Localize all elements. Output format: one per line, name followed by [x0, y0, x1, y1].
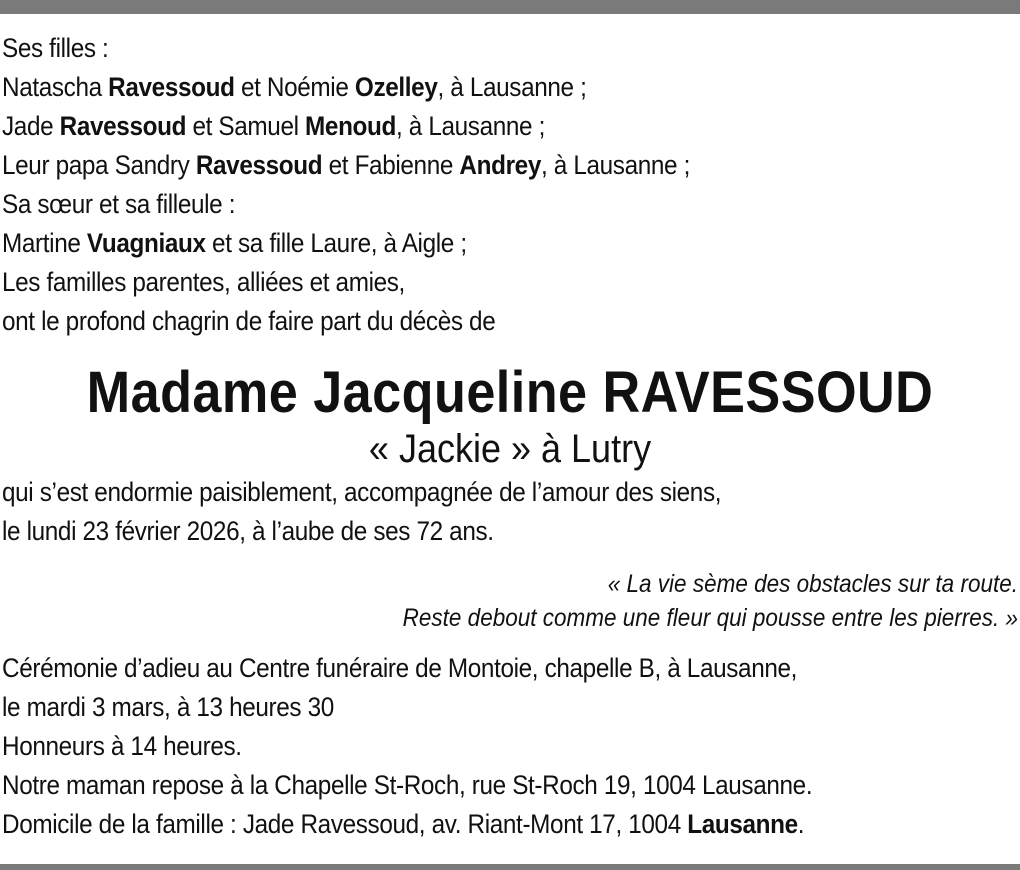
passing-line: qui s’est endormie paisiblement, accompagnée de l’amour des siens,: [2, 477, 722, 507]
quote-line: « La vie sème des obstacles sur ta route.: [607, 570, 1018, 598]
quote-line: Reste debout comme une fleur qui pousse entre les pierres. »: [402, 604, 1018, 632]
family-section: [2, 29, 1018, 341]
text-line: [2, 649, 916, 688]
text-segment: et sa fille Laure, à Aigle ;: [205, 228, 467, 258]
surname: Ravessoud: [59, 111, 187, 141]
text-line: [2, 688, 916, 727]
surname: Ravessoud: [195, 150, 323, 180]
surname: Andrey: [459, 150, 541, 180]
text-segment: et Noémie: [234, 72, 355, 102]
surname: Lausanne: [687, 809, 798, 839]
text-segment: et Samuel: [186, 111, 306, 141]
text-segment: , à Lausanne ;: [540, 150, 690, 180]
text-segment: ont le profond chagrin de faire part du décès de: [2, 306, 496, 336]
ceremony-section: [2, 649, 1018, 844]
text-segment: , à Lausanne ;: [437, 72, 587, 102]
text-segment: Domicile de la famille : Jade Ravessoud, av. Riant-Mont 17, 1004: [2, 809, 688, 839]
text-segment: Cérémonie d’adieu au Centre funéraire de Montoie, chapelle B, à Lausanne,: [2, 653, 798, 683]
passing-section: [2, 473, 1018, 551]
text-segment: Les familles parentes, alliées et amies,: [2, 267, 405, 297]
text-line: [2, 766, 916, 805]
deceased-name: Madame Jacqueline RAVESSOUD: [86, 360, 934, 425]
text-segment: Natascha: [2, 72, 109, 102]
text-segment: Jade: [2, 111, 60, 141]
text-segment: Ses filles :: [2, 33, 109, 63]
text-segment: Martine: [2, 228, 87, 258]
text-line: [2, 727, 916, 766]
quote-section: [2, 567, 1018, 635]
passing-line: le lundi 23 février 2026, à l’aube de ses 72 ans.: [2, 516, 494, 546]
top-rule: [0, 0, 1020, 14]
text-segment: Sa sœur et sa filleule :: [2, 189, 236, 219]
text-line: [2, 263, 916, 302]
text-segment: le mardi 3 mars, à 13 heures 30: [2, 692, 334, 722]
text-line: [2, 68, 916, 107]
text-segment: , à Lausanne ;: [396, 111, 545, 141]
surname: Vuagniaux: [86, 228, 206, 258]
text-line: [2, 107, 916, 146]
text-line: [2, 185, 916, 224]
text-segment: Honneurs à 14 heures.: [2, 731, 242, 761]
text-segment: et Fabienne: [322, 150, 460, 180]
bottom-rule: [0, 864, 1020, 870]
surname: Ozelley: [354, 72, 438, 102]
text-segment: Leur papa Sandry: [2, 150, 196, 180]
text-segment: Notre maman repose à la Chapelle St-Roch, rue St-Roch 19, 1004 Lausanne.: [2, 770, 813, 800]
surname: Ravessoud: [108, 72, 235, 102]
text-line: [2, 146, 916, 185]
obituary-notice: [2, 29, 1018, 844]
surname: Menoud: [305, 111, 397, 141]
text-line: [2, 302, 916, 341]
text-line: [2, 224, 916, 263]
text-line: [2, 29, 916, 68]
deceased-nickname: « Jackie » à Lutry: [368, 427, 652, 471]
text-line: [2, 805, 916, 844]
text-segment: .: [797, 809, 805, 839]
